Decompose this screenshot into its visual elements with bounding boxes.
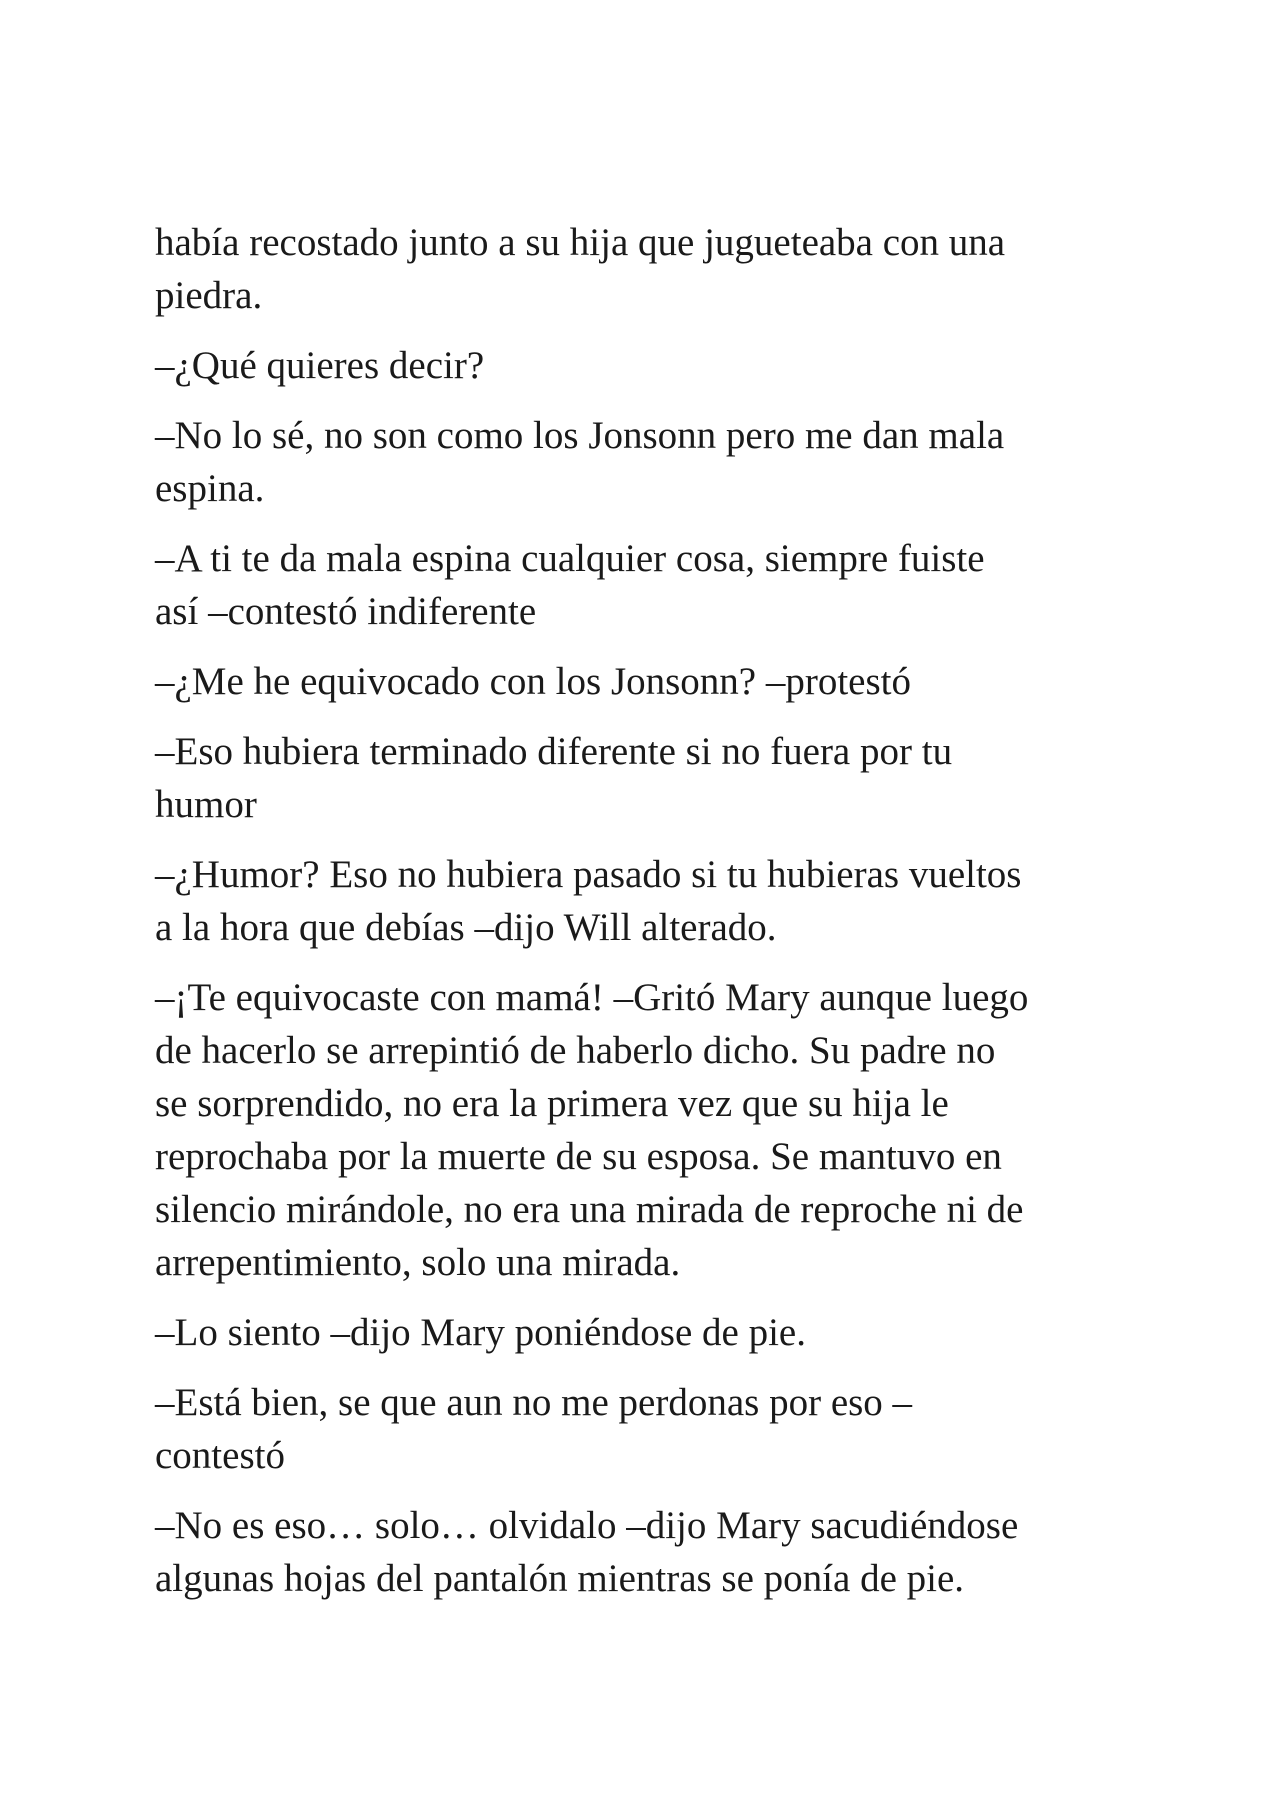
text-line: –Eso hubiera terminado diferente si no fuera por tu	[155, 730, 953, 773]
text-line: –No lo sé, no son como los Jonsonn pero me dan mala	[155, 414, 1005, 457]
text-line: algunas hojas del pantalón mientras se ponía de pie.	[155, 1557, 965, 1600]
text-line: –Está bien, se que aun no me perdonas por eso –	[155, 1381, 913, 1424]
text-line: contestó	[155, 1434, 285, 1477]
text-line: a la hora que debías –dijo Will alterado.	[155, 906, 777, 949]
text-line: reprochaba por la muerte de su esposa. Se mantuvo en	[155, 1135, 1002, 1178]
paragraph	[155, 1499, 1135, 1605]
text-line: de hacerlo se arrepintió de haberlo dicho. Su padre no	[155, 1029, 996, 1072]
text-line: silencio mirándole, no era una mirada de reproche ni de	[155, 1188, 1024, 1231]
paragraph	[155, 1376, 1135, 1482]
text-line: –¿Me he equivocado con los Jonsonn? –protestó	[155, 660, 912, 703]
text-line: espina.	[155, 467, 265, 510]
paragraph	[155, 1306, 1135, 1359]
paragraph	[155, 971, 1135, 1289]
text-line: –¡Te equivocaste con mamá! –Gritó Mary aunque luego	[155, 976, 1029, 1019]
paragraph	[155, 216, 1135, 322]
paragraph	[155, 725, 1135, 831]
paragraph	[155, 339, 1135, 392]
text-line: piedra.	[155, 274, 263, 317]
paragraph	[155, 409, 1135, 515]
text-line: –No es eso… solo… olvidalo –dijo Mary sacudiéndose	[155, 1504, 1019, 1547]
paragraph	[155, 532, 1135, 638]
text-line: así –contestó indiferente	[155, 590, 537, 633]
text-line: humor	[155, 783, 257, 826]
text-body	[155, 216, 1135, 1622]
text-line: arrepentimiento, solo una mirada.	[155, 1241, 681, 1284]
text-line: –¿Qué quieres decir?	[155, 344, 485, 387]
text-line: había recostado junto a su hija que jugueteaba con una	[155, 221, 1006, 264]
text-line: se sorprendido, no era la primera vez que su hija le	[155, 1082, 949, 1125]
paragraph	[155, 848, 1135, 954]
text-line: –¿Humor? Eso no hubiera pasado si tu hubieras vueltos	[155, 853, 1022, 896]
text-line: –A ti te da mala espina cualquier cosa, siempre fuiste	[155, 537, 985, 580]
text-line: –Lo siento –dijo Mary poniéndose de pie.	[155, 1311, 806, 1354]
paragraph	[155, 655, 1135, 708]
